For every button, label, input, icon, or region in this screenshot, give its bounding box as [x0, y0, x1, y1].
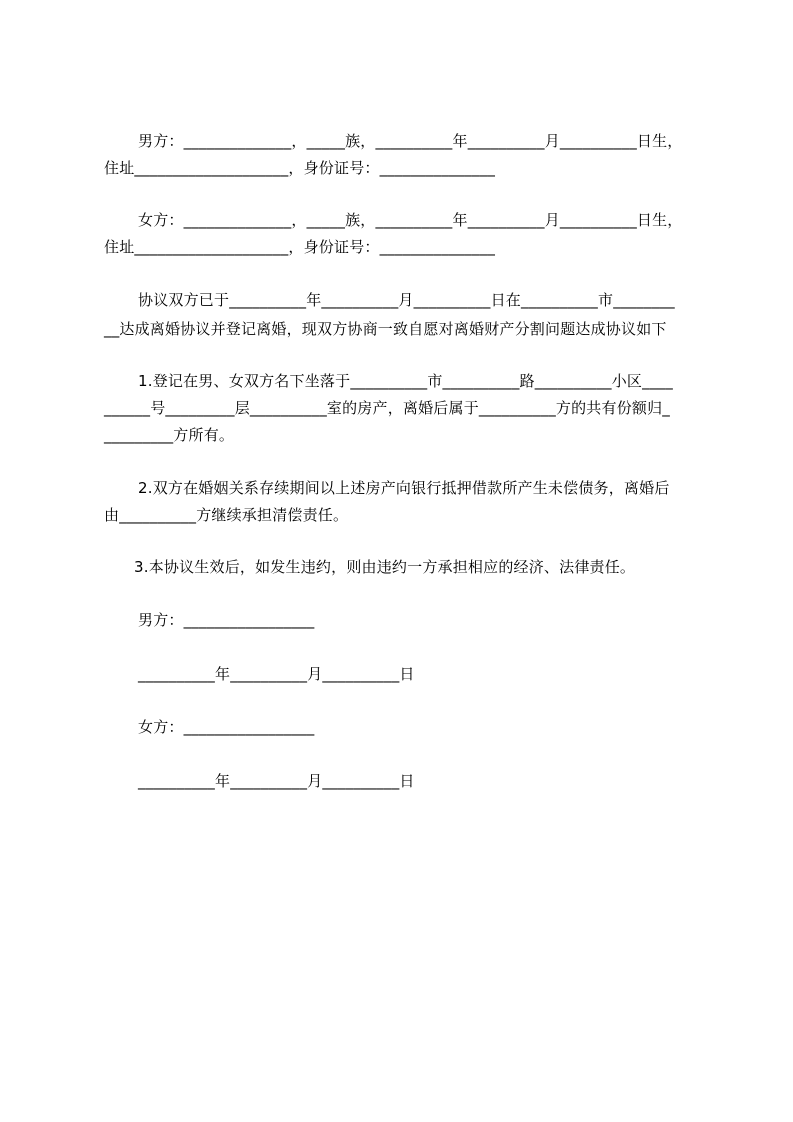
female-signature-line: 女方：_________________	[138, 718, 315, 736]
female-info-line-2: 住址____________________，身份证号：_______________	[104, 238, 496, 256]
male-date-line: __________年__________月__________日	[138, 665, 415, 683]
female-date-line: __________年__________月__________日	[138, 772, 415, 790]
clause-2-line-1: 2.双方在婚姻关系存续期间以上述房产向银行抵押借款所产生未偿债务，离婚后	[138, 479, 670, 497]
female-info-line-1: 女方：______________，_____族，__________年__________月__________日生，	[138, 211, 683, 229]
male-info-line-1: 男方：______________，_____族，__________年__________月__________日生，	[138, 132, 683, 150]
agreement-line-1: 协议双方已于__________年__________月__________日在__________市________	[138, 291, 675, 309]
clause-2-line-2: 由__________方继续承担清偿责任。	[104, 506, 349, 524]
clause-3-line-1: 3.本协议生效后，如发生违约，则由违约一方承担相应的经济、法律责任。	[134, 558, 636, 576]
male-info-line-2: 住址____________________，身份证号：_______________	[104, 159, 496, 177]
clause-1-line-1: 1.登记在男、女双方名下坐落于__________市__________路__________小区____	[138, 372, 673, 390]
clause-1-line-2: ______号_________层__________室的房产，离婚后属于__________方的共有份额归_	[104, 399, 671, 417]
agreement-line-2: __达成离婚协议并登记离婚，现双方协商一致自愿对离婚财产分割问题达成协议如下	[104, 320, 667, 338]
male-signature-line: 男方：_________________	[138, 611, 315, 629]
clause-1-line-3: _________方所有。	[104, 426, 235, 444]
